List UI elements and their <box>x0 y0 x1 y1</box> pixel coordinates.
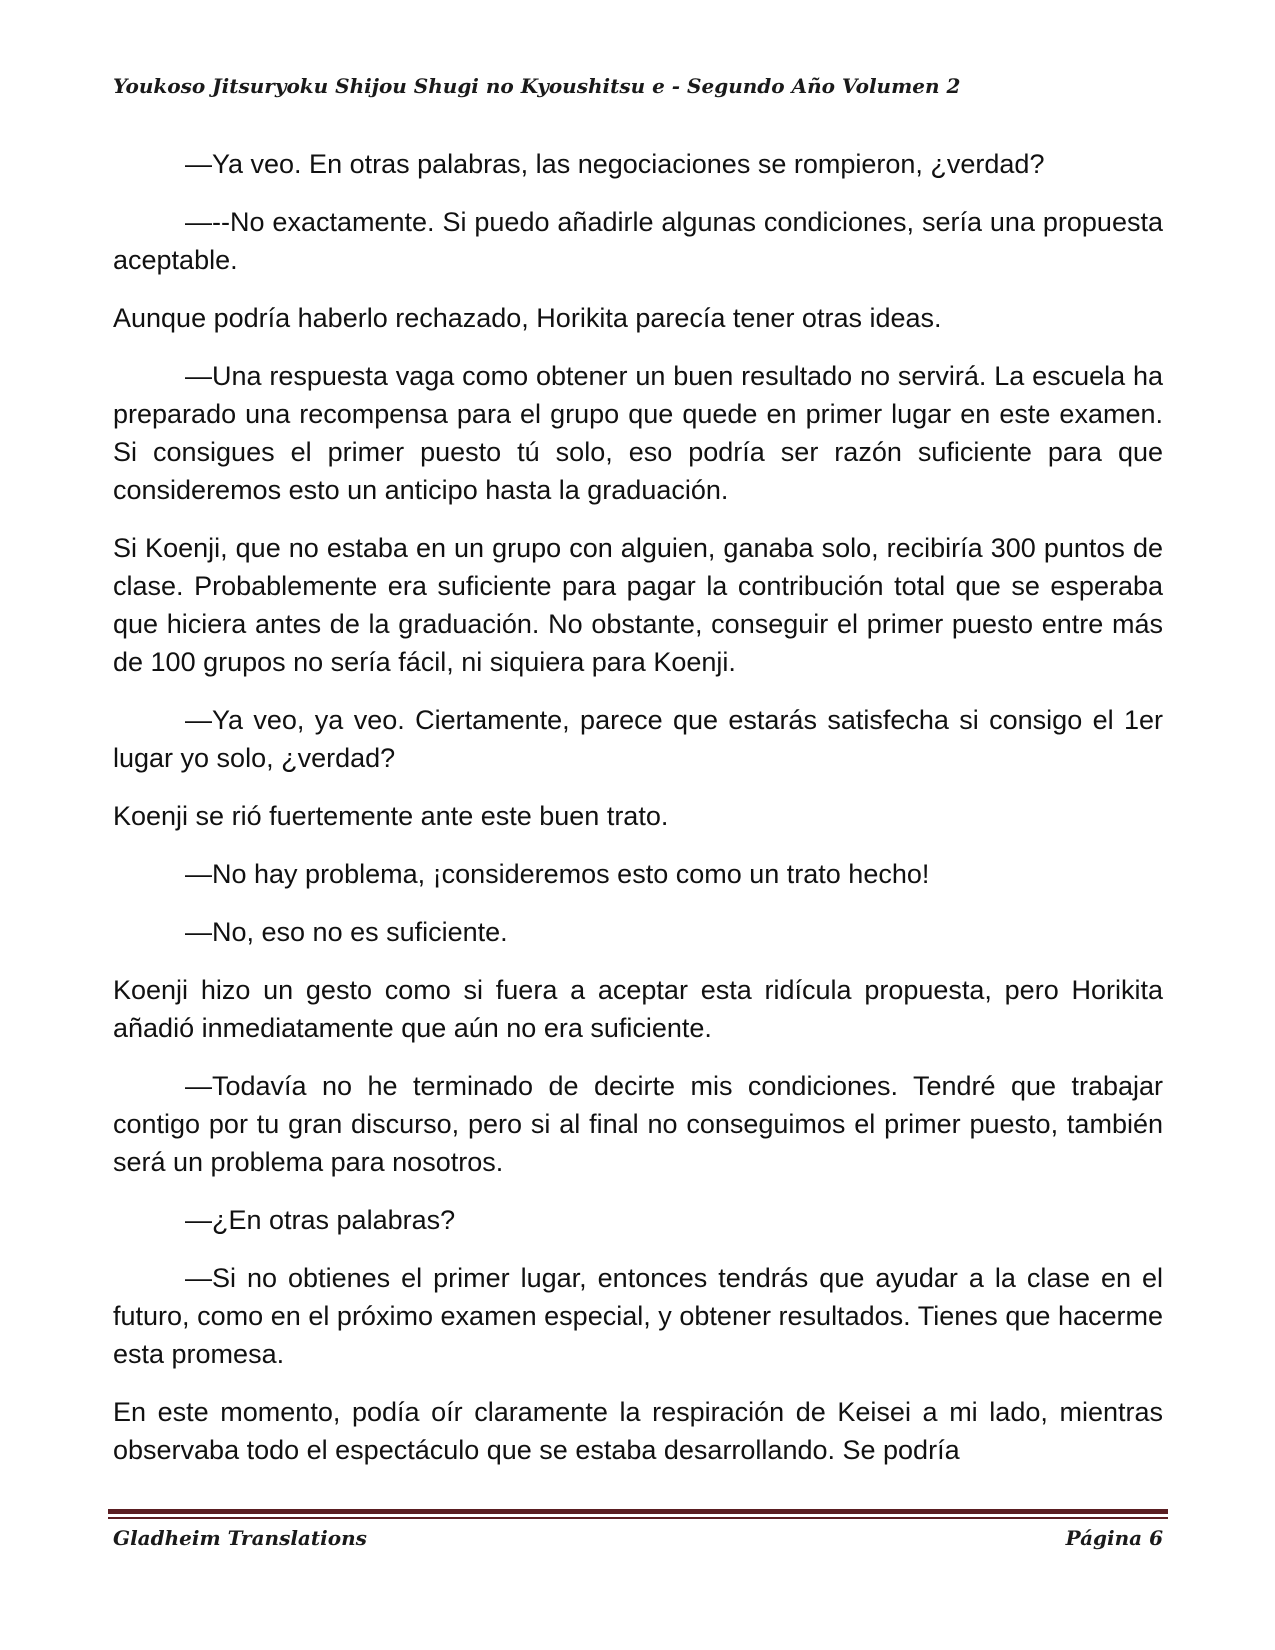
paragraph: —--No exactamente. Si puedo añadirle algunas condiciones, sería una propuesta aceptable. <box>113 207 1163 275</box>
paragraph: —No, eso no es suficiente. <box>185 917 508 947</box>
footer-rule-thick <box>108 1509 1168 1514</box>
paragraph: —¿En otras palabras? <box>185 1205 456 1235</box>
paragraph: —Ya veo, ya veo. Ciertamente, parece que estarás satisfecha si consigo el 1er lugar yo solo, ¿verdad? <box>113 705 1163 773</box>
paragraph: Koenji hizo un gesto como si fuera a aceptar esta ridícula propuesta, pero Horikita añadió inmediatamente que aún no era suficiente. <box>113 975 1163 1043</box>
running-header: Youkoso Jitsuryoku Shijou Shugi no Kyoushitsu e - Segundo Año Volumen 2 <box>113 74 961 98</box>
paragraph: —Ya veo. En otras palabras, las negociaciones se rompieron, ¿verdad? <box>185 149 1045 179</box>
footer-rule-thin <box>108 1517 1168 1519</box>
paragraph: Si Koenji, que no estaba en un grupo con alguien, ganaba solo, recibiría 300 puntos de clase. Probablemente era suficiente para pagar la contribución total que se esperaba que hiciera antes de la graduación. No obstante, conseguir el primer puesto entre más de 100 grupos no sería fácil, ni siquiera para Koenji. <box>113 533 1163 677</box>
paragraph: —Todavía no he terminado de decirte mis condiciones. Tendré que trabajar contigo por tu gran discurso, pero si al final no conseguimos el primer puesto, también será un problema para nosotros. <box>113 1071 1163 1177</box>
body-text <box>113 145 1163 1489</box>
paragraph: —Una respuesta vaga como obtener un buen resultado no servirá. La escuela ha preparado una recompensa para el grupo que quede en primer lugar en este examen. Si consigues el primer puesto tú solo, eso podría ser razón suficiente para que consideremos esto un anticipo hasta la graduación. <box>113 361 1163 505</box>
paragraph: Koenji se rió fuertemente ante este buen trato. <box>113 801 669 831</box>
paragraph: —Si no obtienes el primer lugar, entonces tendrás que ayudar a la clase en el futuro, como en el próximo examen especial, y obtener resultados. Tienes que hacerme esta promesa. <box>113 1263 1163 1369</box>
paragraph: —No hay problema, ¡consideremos esto como un trato hecho! <box>185 859 930 889</box>
footer-publisher: Gladheim Translations <box>113 1526 367 1550</box>
paragraph: Aunque podría haberlo rechazado, Horikita parecía tener otras ideas. <box>113 303 942 333</box>
footer-page-number: Página 6 <box>1065 1526 1163 1550</box>
paragraph: En este momento, podía oír claramente la respiración de Keisei a mi lado, mientras observaba todo el espectáculo que se estaba desarrollando. Se podría <box>113 1397 1163 1465</box>
